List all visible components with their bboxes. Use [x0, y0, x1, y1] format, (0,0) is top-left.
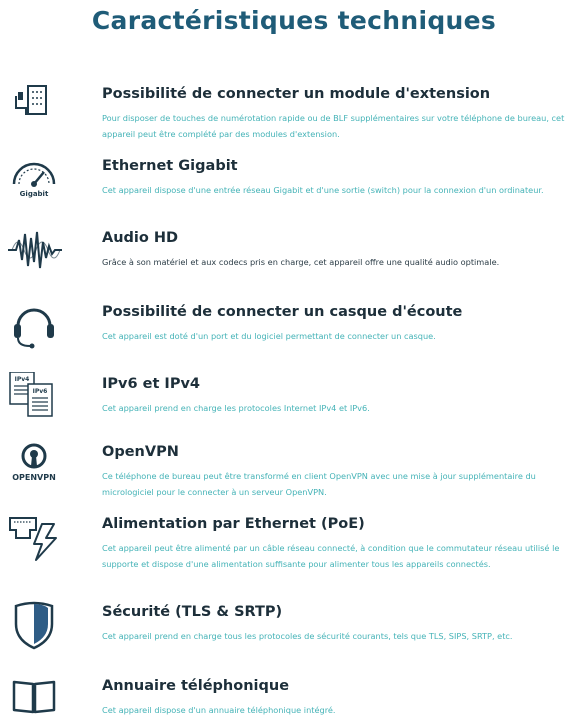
openvpn-logo-icon — [6, 440, 64, 494]
feature-title: Possibilité de connecter un module d'extension — [102, 86, 491, 102]
feature-title: Annuaire téléphonique — [102, 678, 290, 694]
feature-phonebook — [0, 678, 588, 720]
feature-title: Audio HD — [102, 230, 179, 246]
feature-ipv6-ipv4 — [0, 376, 588, 446]
feature-title: Alimentation par Ethernet (PoE) — [102, 516, 365, 532]
feature-extension-module — [0, 86, 588, 156]
feature-description: Cet appareil est doté d'un port et du logiciel permettant de connecter un casque. — [102, 331, 436, 341]
feature-headset — [0, 304, 588, 374]
feature-poe — [0, 516, 588, 586]
page-title: Caractéristiques techniques — [91, 6, 497, 35]
feature-title: IPv6 et IPv4 — [102, 376, 200, 392]
gigabit-label: Gigabit — [19, 190, 49, 198]
phonebook-icon — [6, 674, 64, 720]
feature-description: Cet appareil dispose d'une entrée réseau Gigabit et d'une sortie (switch) pour la connexion d'un ordinateur. — [102, 185, 544, 195]
ipv4-label: IPv4 — [14, 376, 30, 383]
security-shield-icon — [6, 600, 64, 654]
feature-description: Cet appareil peut être alimenté par un câble réseau connecté, à condition que le commutateur réseau utilisé le supporte et dispose d'une alimentation suffisante pour alimenter tous les appareils connectés. — [102, 543, 560, 569]
feature-description: Ce téléphone de bureau peut être transformé en client OpenVPN avec une mise à jour supplémentaire du micrologiciel pour le connecter à un serveur OpenVPN. — [102, 471, 536, 497]
feature-title: Sécurité (TLS & SRTP) — [102, 604, 283, 620]
feature-description: Grâce à son matériel et aux codecs pris en charge, cet appareil offre une qualité audio optimale. — [102, 257, 500, 267]
extension-module-icon — [6, 82, 64, 136]
feature-title: Ethernet Gigabit — [102, 158, 238, 174]
gigabit-gauge-icon — [6, 154, 64, 208]
ipv6-label: IPv6 — [32, 388, 48, 395]
audio-wave-icon — [6, 226, 64, 280]
feature-title: OpenVPN — [102, 444, 179, 460]
feature-description: Cet appareil dispose d'un annuaire téléphonique intégré. — [102, 705, 336, 715]
feature-description: Cet appareil prend en charge les protocoles Internet IPv4 et IPv6. — [102, 403, 370, 413]
poe-lightning-icon — [6, 512, 64, 566]
feature-ethernet-gigabit — [0, 158, 588, 228]
feature-title: Possibilité de connecter un casque d'écoute — [102, 304, 463, 320]
feature-description: Pour disposer de touches de numérotation rapide ou de BLF supplémentaires sur votre téléphone de bureau, cet appareil peut être complété par des modules d'extension. — [102, 113, 565, 139]
openvpn-label: OPENVPN — [12, 473, 56, 482]
feature-audio-hd — [0, 230, 588, 300]
feature-description: Cet appareil prend en charge tous les protocoles de sécurité courants, tels que TLS, SIPS, SRTP, etc. — [102, 631, 513, 641]
feature-security — [0, 604, 588, 674]
headset-icon — [6, 300, 64, 354]
feature-openvpn — [0, 444, 588, 514]
ipv4-ipv6-documents-icon — [6, 372, 64, 426]
